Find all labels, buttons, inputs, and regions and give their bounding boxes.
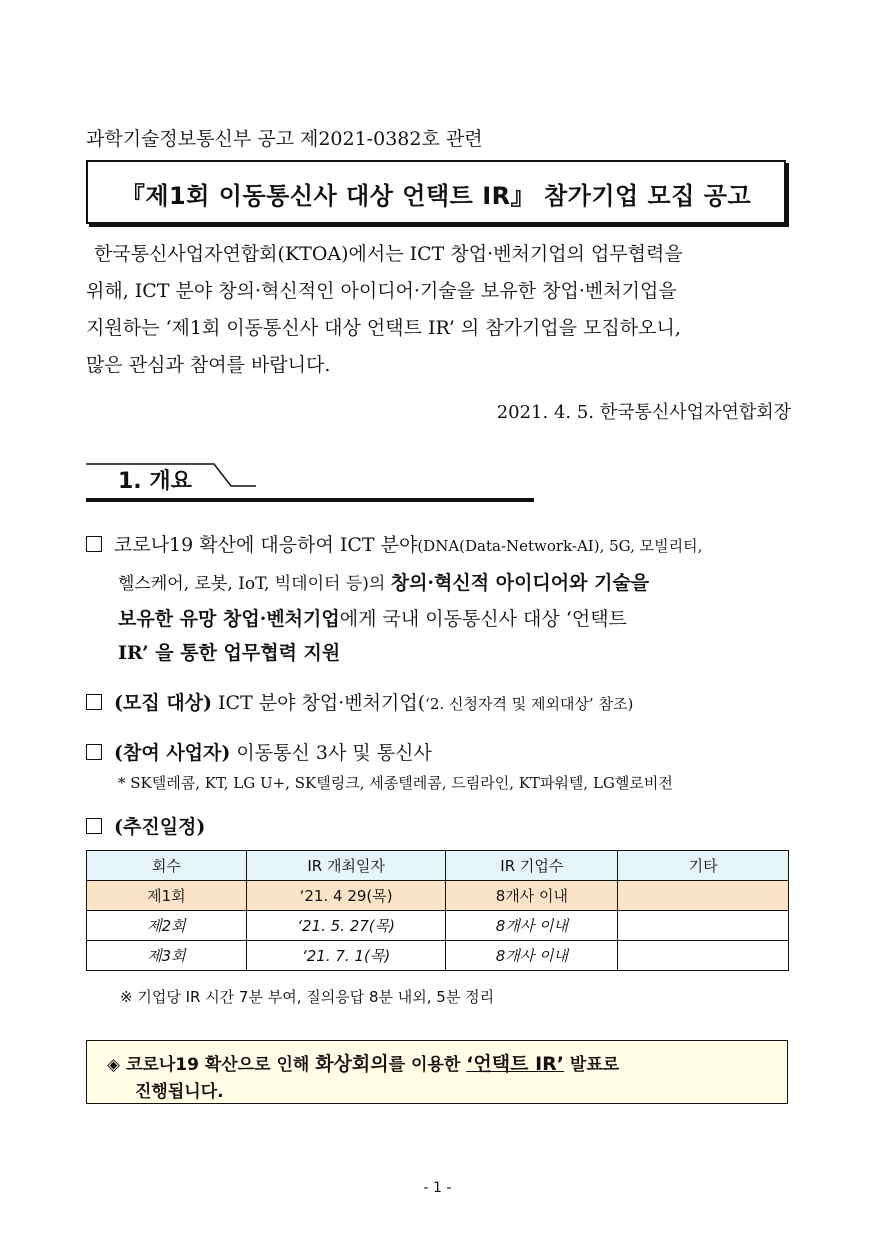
intro-line: 한국통신사업자연합회(KTOA)에서는 ICT 창업·벤처기업의 업무협력을 (94, 243, 683, 265)
checkbox-icon (86, 694, 102, 710)
checkbox-icon (86, 744, 102, 760)
table-header-cell: IR 기업수 (446, 851, 618, 881)
table-cell: 제3회 (87, 941, 247, 971)
table-cell: 8개사 이내 (446, 911, 618, 941)
intro-line: 지원하는 ‘제1회 이동통신사 대상 언택트 IR’ 의 참가기업을 모집하오니, (86, 317, 681, 339)
table-cell: 8개사 이내 (446, 941, 618, 971)
table-row (87, 881, 789, 911)
table-cell: 제2회 (87, 911, 247, 941)
table-row (87, 941, 789, 971)
notice-line: ◈ 코로나19 확산으로 인해 화상회의를 이용한 ‘언택트 IR’ 발표로 (107, 1053, 620, 1075)
checkbox-icon (86, 536, 102, 552)
diamond-bullet-icon: ◈ (107, 1055, 121, 1075)
table-cell (618, 911, 789, 941)
overview-item-line3: 보유한 유망 창업·벤처기업에게 국내 이동통신사 대상 ‘언택트 (118, 608, 627, 630)
overview-item-line4: IR’ 을 통한 업무협력 지원 (118, 642, 341, 664)
notice-line: 진행됩니다. (135, 1082, 224, 1102)
table-cell (618, 941, 789, 971)
table-header-cell: IR 개최일자 (246, 851, 446, 881)
section-title: 1. 개요 (118, 469, 192, 494)
reference-line: 과학기술정보통신부 공고 제2021-0382호 관련 (86, 128, 483, 150)
section-rule (86, 498, 534, 502)
signature-line: 2021. 4. 5. 한국통신사업자연합회장 (496, 402, 791, 423)
schedule-table (86, 850, 789, 971)
participants-item: (참여 사업자) 이동통신 3사 및 통신사 (86, 738, 432, 765)
table-cell: ‘21. 5. 27(목) (246, 911, 446, 941)
participants-note: * SK텔레콤, KT, LG U+, SK텔링크, 세종텔레콤, 드림라인, KT파워텔, LG헬로비전 (118, 774, 673, 792)
table-header-row (87, 851, 789, 881)
overview-item-line2: 헬스케어, 로봇, IoT, 빅데이터 등)의 창의·혁신적 아이디어와 기술을 (118, 572, 650, 594)
schedule-item: (추진일정) (86, 812, 205, 839)
checkbox-icon (86, 818, 102, 834)
overview-item: 코로나19 확산에 대응하여 ICT 분야(DNA(Data-Network-AI), 5G, 모빌리티, (86, 530, 702, 557)
page-number: - 1 - (423, 1180, 452, 1196)
table-header-cell: 기타 (618, 851, 789, 881)
notice-box (86, 1040, 788, 1104)
table-cell: ‘21. 4 29(목) (246, 881, 446, 911)
intro-line: 많은 관심과 참여를 바랍니다. (86, 354, 331, 376)
table-cell (618, 881, 789, 911)
title-box (86, 160, 786, 224)
table-row (87, 911, 789, 941)
page-title: 『제1회 이동통신사 대상 언택트 IR』 참가기업 모집 공고 (120, 182, 752, 210)
table-cell: ‘21. 7. 1(목) (246, 941, 446, 971)
section-heading (86, 456, 534, 504)
table-cell: 8개사 이내 (446, 881, 618, 911)
recruit-target-item: (모집 대상) ICT 분야 창업·벤처기업(‘2. 신청자격 및 제외대상’ 참조) (86, 688, 633, 715)
intro-line: 위해, ICT 분야 창의·혁신적인 아이디어·기술을 보유한 창업·벤처기업을 (86, 280, 677, 302)
table-header-cell: 회수 (87, 851, 247, 881)
table-note: ※ 기업당 IR 시간 7분 부여, 질의응답 8분 내외, 5분 정리 (120, 988, 495, 1006)
table-cell: 제1회 (87, 881, 247, 911)
intro-paragraph (86, 236, 792, 384)
